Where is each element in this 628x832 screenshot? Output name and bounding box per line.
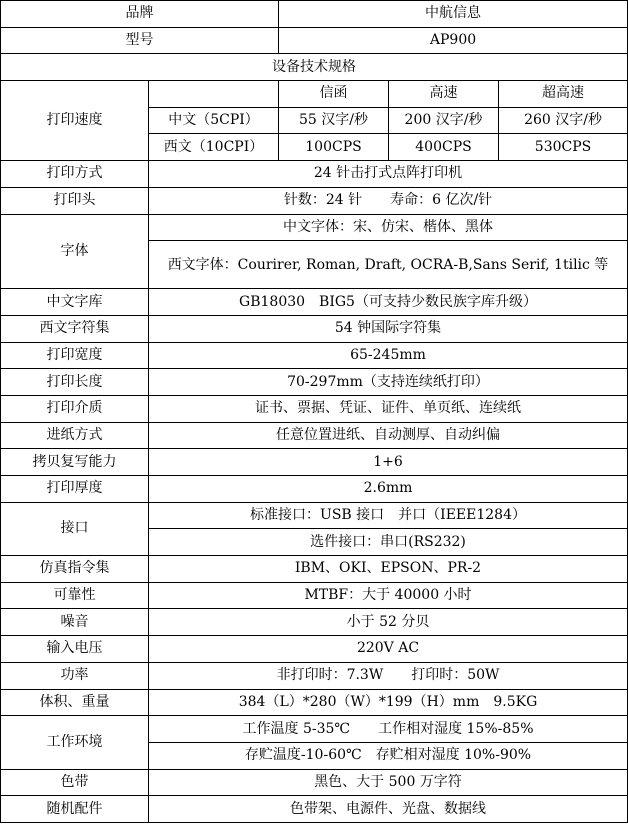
spec-value: 色带架、电源件、光盘、数据线 — [149, 796, 628, 823]
spec-row — [1, 662, 628, 689]
spec-label: 色带 — [1, 769, 149, 796]
font-row-chinese — [1, 214, 628, 241]
section-title-row — [1, 54, 628, 81]
spec-value: 证书、票据、凭证、证件、单页纸、连续纸 — [149, 395, 628, 422]
spec-label: 随机配件 — [1, 796, 149, 823]
spec-label: 功率 — [1, 662, 149, 689]
spec-label: 打印宽度 — [1, 342, 149, 369]
spec-row — [1, 609, 628, 636]
spec-row — [1, 422, 628, 449]
speed-value: 530CPS — [499, 134, 628, 161]
speed-value: 400CPS — [389, 134, 499, 161]
speed-header: 信函 — [279, 81, 389, 108]
speed-value: 100CPS — [279, 134, 389, 161]
spec-row — [1, 556, 628, 583]
spec-label: 体积、重量 — [1, 689, 149, 716]
spec-value: 65-245mm — [149, 342, 628, 369]
speed-header-row — [1, 81, 628, 108]
spec-row — [1, 187, 628, 214]
spec-value: 黑色、大于 500 万字符 — [149, 769, 628, 796]
spec-row — [1, 449, 628, 476]
interface-standard: 标准接口：USB 接口 并口（IEEE1284） — [149, 502, 628, 529]
spec-row — [1, 582, 628, 609]
spec-label: 打印长度 — [1, 369, 149, 396]
speed-row-name: 中文（5CPI） — [149, 107, 279, 134]
spec-label: 输入电压 — [1, 636, 149, 663]
speed-value: 55 汉字/秒 — [279, 107, 389, 134]
spec-value: 220V AC — [149, 636, 628, 663]
model-label: 型号 — [1, 27, 279, 54]
spec-value: MTBF：大于 40000 小时 — [149, 582, 628, 609]
spec-label: 打印头 — [1, 187, 149, 214]
spec-label: 打印方式 — [1, 161, 149, 188]
section-title: 设备技术规格 — [1, 54, 628, 81]
spec-value: 小于 52 分贝 — [149, 609, 628, 636]
environment-storage: 存贮温度-10-60℃ 存贮相对湿度 10%-90% — [149, 742, 628, 769]
spec-value: 非打印时：7.3W 打印时：50W — [149, 662, 628, 689]
spec-row — [1, 369, 628, 396]
spec-value: 70-297mm（支持连续纸打印） — [149, 369, 628, 396]
speed-header: 超高速 — [499, 81, 628, 108]
spec-label: 噪音 — [1, 609, 149, 636]
model-value: AP900 — [279, 27, 628, 54]
spec-label: 仿真指令集 — [1, 556, 149, 583]
spec-label: 西文字符集 — [1, 315, 149, 342]
spec-value: IBM、OKI、EPSON、PR-2 — [149, 556, 628, 583]
environment-row-working — [1, 716, 628, 743]
brand-row — [1, 1, 628, 28]
spec-row — [1, 315, 628, 342]
font-chinese: 中文字体：宋、仿宋、楷体、黑体 — [149, 214, 628, 241]
spec-row — [1, 769, 628, 796]
brand-label: 品牌 — [1, 1, 279, 28]
spec-value: 2.6mm — [149, 476, 628, 503]
speed-row-name: 西文（10CPI） — [149, 134, 279, 161]
environment-label: 工作环境 — [1, 716, 149, 769]
spec-label: 打印厚度 — [1, 476, 149, 503]
spec-row — [1, 342, 628, 369]
spec-label: 进纸方式 — [1, 422, 149, 449]
speed-value: 200 汉字/秒 — [389, 107, 499, 134]
spec-row — [1, 289, 628, 316]
spec-row — [1, 161, 628, 188]
spec-label: 打印介质 — [1, 395, 149, 422]
speed-header: 高速 — [389, 81, 499, 108]
interface-row-standard — [1, 502, 628, 529]
font-label: 字体 — [1, 214, 149, 289]
spec-value: 24 针击打式点阵打印机 — [149, 161, 628, 188]
interface-optional: 选件接口：串口(RS232) — [149, 529, 628, 556]
spec-row — [1, 476, 628, 503]
brand-value: 中航信息 — [279, 1, 628, 28]
spec-label: 可靠性 — [1, 582, 149, 609]
spec-value: GB18030 BIG5（可支持少数民族字库升级） — [149, 289, 628, 316]
speed-label: 打印速度 — [1, 81, 149, 161]
spec-value: 针数：24 针 寿命：6 亿次/针 — [149, 187, 628, 214]
spec-label: 拷贝复写能力 — [1, 449, 149, 476]
spec-row — [1, 796, 628, 823]
spec-row — [1, 395, 628, 422]
speed-header-blank — [149, 81, 279, 108]
spec-row — [1, 636, 628, 663]
model-row — [1, 27, 628, 54]
font-western: 西文字体：Courirer, Roman, Draft, OCRA-B,Sans Serif, 1tilic 等 — [149, 241, 628, 289]
environment-working: 工作温度 5-35℃ 工作相对湿度 15%-85% — [149, 716, 628, 743]
spec-value: 384（L）*280（W）*199（H）mm 9.5KG — [149, 689, 628, 716]
spec-label: 中文字库 — [1, 289, 149, 316]
spec-value: 1+6 — [149, 449, 628, 476]
interface-label: 接口 — [1, 502, 149, 555]
spec-value: 54 钟国际字符集 — [149, 315, 628, 342]
speed-value: 260 汉字/秒 — [499, 107, 628, 134]
spec-value: 任意位置进纸、自动测厚、自动纠偏 — [149, 422, 628, 449]
spec-row — [1, 689, 628, 716]
